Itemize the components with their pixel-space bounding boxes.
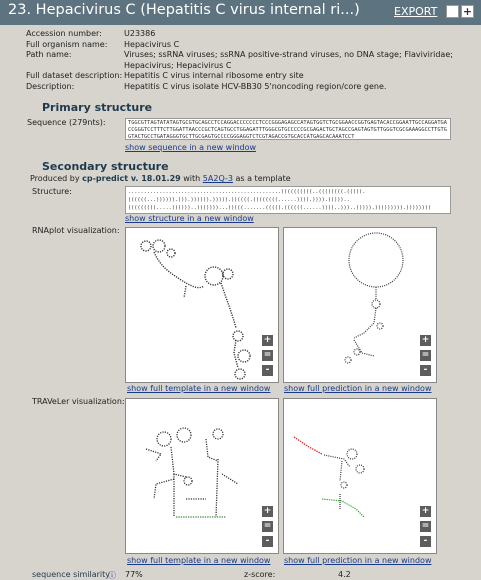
zoom-reset-button[interactable]: = bbox=[263, 350, 272, 360]
meta-key: Accession number: bbox=[26, 29, 102, 38]
zoom-out-button[interactable]: - bbox=[262, 536, 273, 547]
template-link[interactable]: 5A2Q-3 bbox=[202, 174, 233, 183]
meta-key: Full dataset description: bbox=[26, 71, 123, 81]
tool-name: cp-predict v. 18.01.29 bbox=[82, 174, 181, 183]
rnaplot-template-drawing bbox=[126, 228, 280, 384]
primary-structure-heading: Primary structure bbox=[42, 101, 153, 114]
zoom-reset-button[interactable]: = bbox=[263, 521, 272, 531]
rnaplot-label: RNAplot visualization: bbox=[32, 226, 120, 235]
similarity-label: sequence similarity bbox=[32, 570, 111, 579]
zscore-label: z-score: bbox=[244, 570, 276, 579]
panel-header bbox=[0, 0, 481, 25]
sequence-label: Sequence (279nts): bbox=[27, 118, 106, 127]
meta-row-description bbox=[26, 82, 454, 93]
rnaplot-full-prediction-link[interactable]: show full prediction in a new window bbox=[284, 384, 432, 393]
meta-value: Hepatitis C virus internal ribosome entry site bbox=[124, 71, 304, 81]
traveler-prediction-viewer[interactable] bbox=[283, 398, 437, 554]
info-icon[interactable]: ⓘ bbox=[108, 571, 116, 580]
rnaplot-prediction-drawing bbox=[284, 228, 438, 384]
zoom-reset-button[interactable]: = bbox=[421, 521, 430, 531]
zscore-value: 4.2 bbox=[338, 570, 351, 579]
zoom-in-button[interactable]: + bbox=[421, 335, 430, 345]
produced-prefix: Produced by bbox=[30, 174, 80, 183]
show-sequence-link[interactable]: show sequence in a new window bbox=[125, 143, 257, 152]
structure-box[interactable]: .................................................((((((((((..((((((((.(((((.((((((...)))))).))).)))))).))))).))((((.((((((((......)))).)))).)))))..(((((((((.....))))))..)))))))...))(((.......(((((.((((((......))))..)))..))))).))))))))).)))))))) bbox=[125, 186, 451, 214]
meta-row-organism bbox=[26, 40, 454, 51]
meta-value: Hepatitis C virus isolate HCV-BB30 5'noncoding region/core gene. bbox=[124, 81, 387, 91]
zoom-reset-button[interactable]: = bbox=[421, 350, 430, 360]
meta-row-dataset bbox=[26, 71, 454, 82]
zoom-out-button[interactable]: - bbox=[420, 365, 431, 376]
panel-title: 23. Hepacivirus C (Hepatitis C virus internal ri...) bbox=[8, 2, 360, 18]
sequence-box[interactable]: TGGCGTTAGTATATAGTGCGTGCAGCCTCCAGGACCCCCCCTCCCGGGAGAGCCATAGTGGTCTGCGGAACCGGTGAGTACACCGGAATTGCCAGGATGACCGGGTCCTTTCTTGGATTAACCCGCTCAGTGCCTGGAGATTTGGGCGTGCCCCCGCGAGACTGCTAGCCGAGTAGTGTTGGGTCGCGAAAGGCCTTGTGGTACTGCCTGATAGGGTGCTTGCGAGTGCCCCGGGAGGTCTCGTAGACCGTGCACCATGAGCACAAATCCT bbox=[125, 118, 451, 140]
zoom-out-button[interactable]: - bbox=[420, 536, 431, 547]
metadata-table bbox=[26, 29, 454, 93]
produced-by-line bbox=[30, 174, 291, 183]
traveler-template-viewer[interactable] bbox=[125, 398, 279, 554]
zoom-in-button[interactable]: + bbox=[421, 506, 430, 516]
zoom-in-button[interactable]: + bbox=[263, 506, 272, 516]
rnaplot-full-template-link[interactable]: show full template in a new window bbox=[127, 384, 271, 393]
traveler-full-template-link[interactable]: show full template in a new window bbox=[127, 556, 271, 565]
show-structure-link[interactable]: show structure in a new window bbox=[125, 214, 254, 223]
meta-row-path bbox=[26, 50, 454, 71]
export-link[interactable]: EXPORT bbox=[394, 5, 438, 18]
similarity-value: 77% bbox=[125, 570, 143, 579]
as-template-text: as a template bbox=[235, 174, 291, 183]
meta-value: U23386 bbox=[124, 29, 156, 38]
traveler-template-drawing bbox=[126, 399, 280, 555]
meta-value: Hepacivirus C bbox=[124, 39, 180, 49]
meta-key: Path name: bbox=[26, 50, 72, 60]
minimize-button[interactable] bbox=[446, 5, 459, 18]
rnaplot-prediction-viewer[interactable] bbox=[283, 227, 437, 383]
traveler-label: TRAVeLer visualization: bbox=[32, 397, 125, 406]
meta-key: Full organism name: bbox=[26, 39, 108, 49]
rnaplot-template-viewer[interactable] bbox=[125, 227, 279, 383]
traveler-prediction-drawing bbox=[284, 399, 438, 555]
add-button[interactable]: + bbox=[462, 5, 473, 18]
zoom-out-button[interactable]: - bbox=[262, 365, 273, 376]
meta-row-accession bbox=[26, 29, 454, 40]
zoom-in-button[interactable]: + bbox=[263, 335, 272, 345]
structure-label: Structure: bbox=[32, 187, 72, 196]
with-word: with bbox=[183, 174, 201, 183]
meta-key: Description: bbox=[26, 81, 75, 91]
secondary-structure-heading: Secondary structure bbox=[42, 160, 169, 173]
traveler-full-prediction-link[interactable]: show full prediction in a new window bbox=[284, 556, 432, 565]
meta-value: Viruses; ssRNA viruses; ssRNA positive-strand viruses, no DNA stage; Flaviviridae; Hepacivirus; Hepacivirus C bbox=[124, 50, 453, 70]
